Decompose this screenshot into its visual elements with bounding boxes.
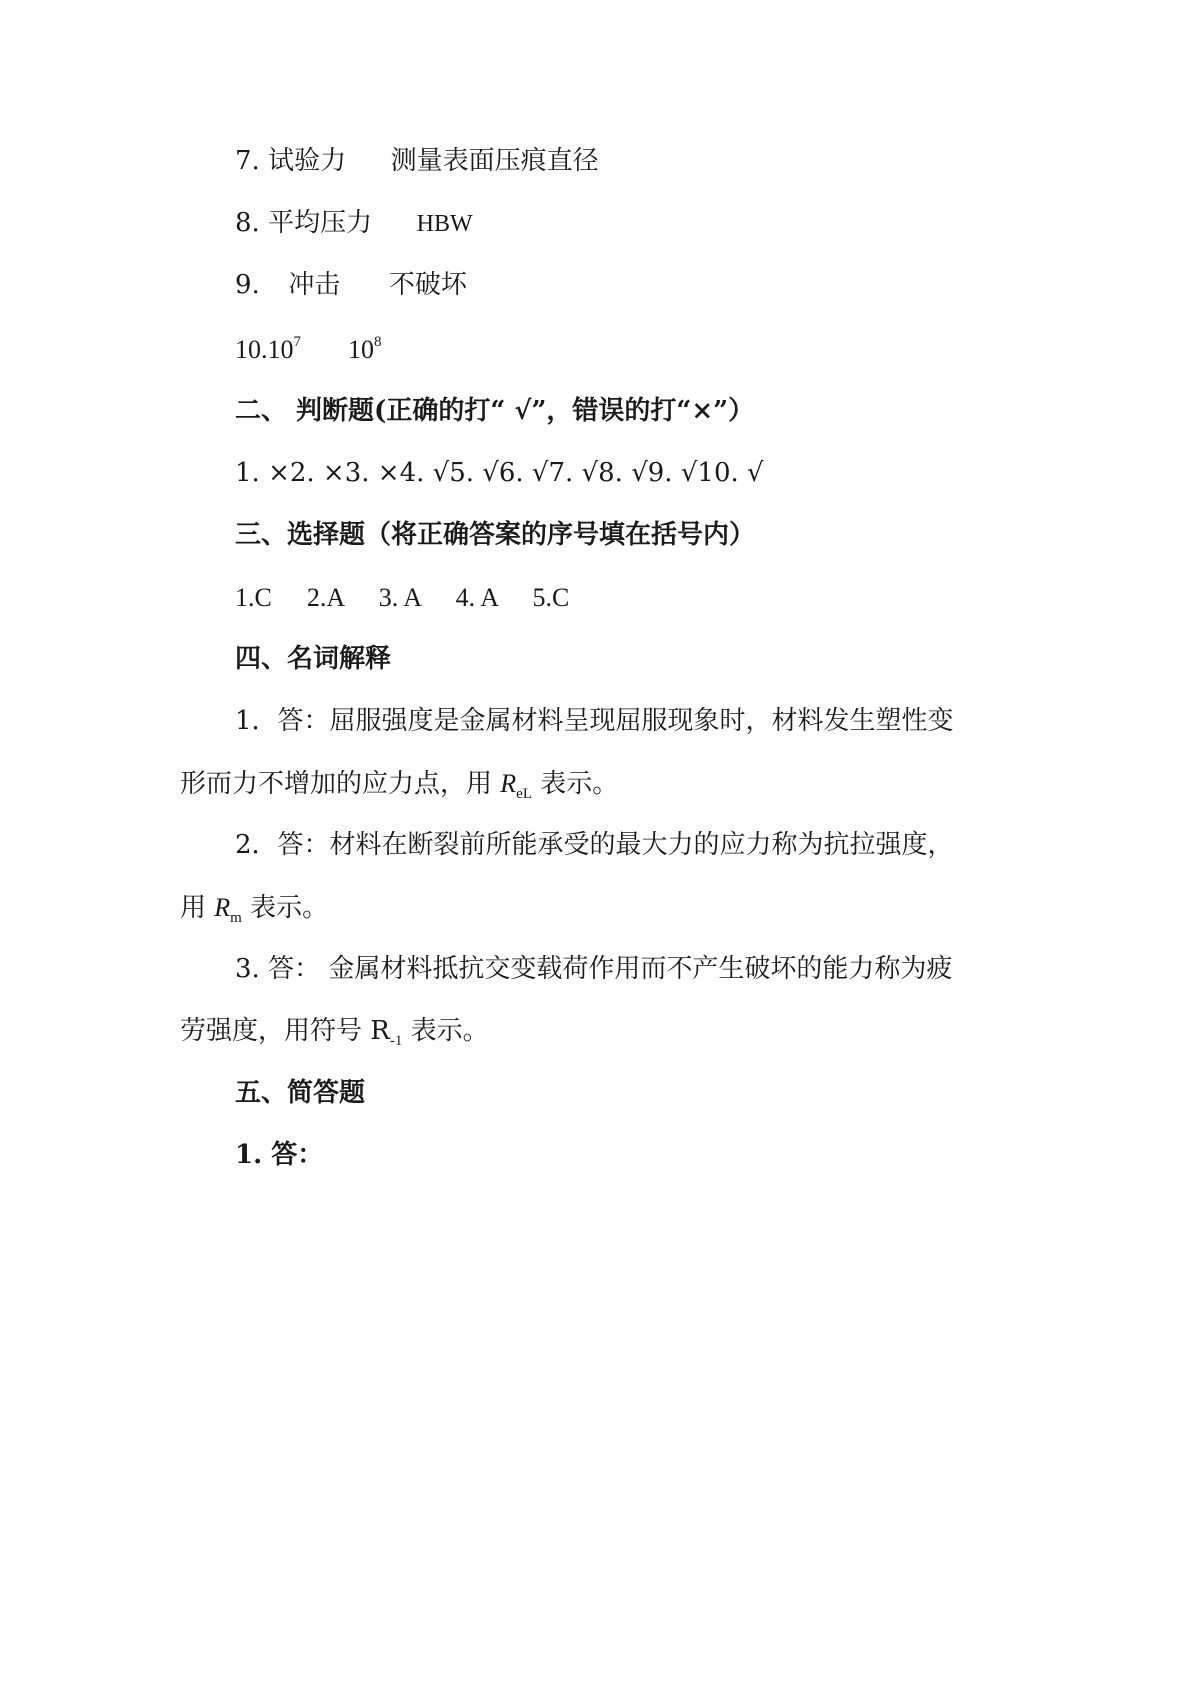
answer-10-num: 10. bbox=[235, 335, 268, 364]
definition-1-line-2: 形而力不增加的应力点，用 $R_{eL}$ 表示。 bbox=[180, 769, 619, 802]
answer-7-a: 试验力 bbox=[268, 146, 347, 176]
section-3-answers bbox=[235, 582, 569, 613]
definition-2-line-1: 2．答：材料在断裂前所能承受的最大力的应力称为抗拉强度， bbox=[235, 830, 954, 860]
answer-7 bbox=[235, 146, 599, 177]
answer-9 bbox=[235, 270, 467, 301]
definition-2-line-2: 用 $R_m$ 表示。 bbox=[180, 893, 329, 926]
symbol-rel: R bbox=[500, 769, 517, 798]
choice-2: 2.A bbox=[306, 583, 344, 612]
answer-10-a-base: 10 bbox=[267, 335, 294, 364]
definition-3-line-1: 3. 答： 金属材料抵抗交变载荷作用而不产生破坏的能力称为疲 bbox=[235, 954, 953, 984]
answer-10-a-exp: 7 bbox=[293, 334, 301, 350]
section-2-title: 二、 判断题(正确的打“ √”，错误的打“×”） bbox=[235, 396, 755, 426]
section-3-title: 三、选择题（将正确答案的序号填在括号内） bbox=[235, 520, 756, 550]
answer-8-num: 8. bbox=[235, 208, 260, 238]
definition-3-line-2: 劳强度，用符号 $R_{-1}$ 表示。 bbox=[180, 1016, 489, 1049]
choice-3: 3. A bbox=[378, 583, 421, 612]
symbol-rm: R bbox=[214, 893, 231, 922]
answer-9-a: 冲击 bbox=[288, 270, 341, 300]
section-2-answers: 1. ×2. ×3. ×4. √5. √6. √7. √8. √9. √10. √ bbox=[235, 458, 764, 488]
answer-7-num: 7. bbox=[235, 146, 260, 176]
section-4-title: 四、名词解释 bbox=[235, 644, 392, 674]
answer-10-b-exp: 8 bbox=[374, 334, 382, 350]
definition-1-line-1: 1．答：屈服强度是金属材料呈现屈服现象时，材料发生塑性变 bbox=[235, 706, 954, 736]
answer-9-num: 9. bbox=[235, 270, 260, 300]
answer-7-b: 测量表面压痕直径 bbox=[390, 146, 599, 176]
answer-9-b: 不破坏 bbox=[388, 270, 467, 300]
choice-1: 1.C bbox=[235, 583, 272, 612]
answer-10-b-base: 10 bbox=[348, 335, 374, 364]
short-answer-1: 1. 答： bbox=[235, 1140, 324, 1170]
choice-4: 4. A bbox=[455, 583, 498, 612]
symbol-r-minus-1-sub: -1 bbox=[389, 1033, 403, 1049]
section-5-title: 五、简答题 bbox=[235, 1078, 366, 1108]
answer-10 bbox=[235, 334, 382, 365]
answer-8-b: HBW bbox=[416, 211, 473, 237]
choice-5: 5.C bbox=[532, 583, 570, 612]
answer-8 bbox=[235, 208, 473, 239]
answer-8-a: 平均压力 bbox=[268, 208, 373, 238]
